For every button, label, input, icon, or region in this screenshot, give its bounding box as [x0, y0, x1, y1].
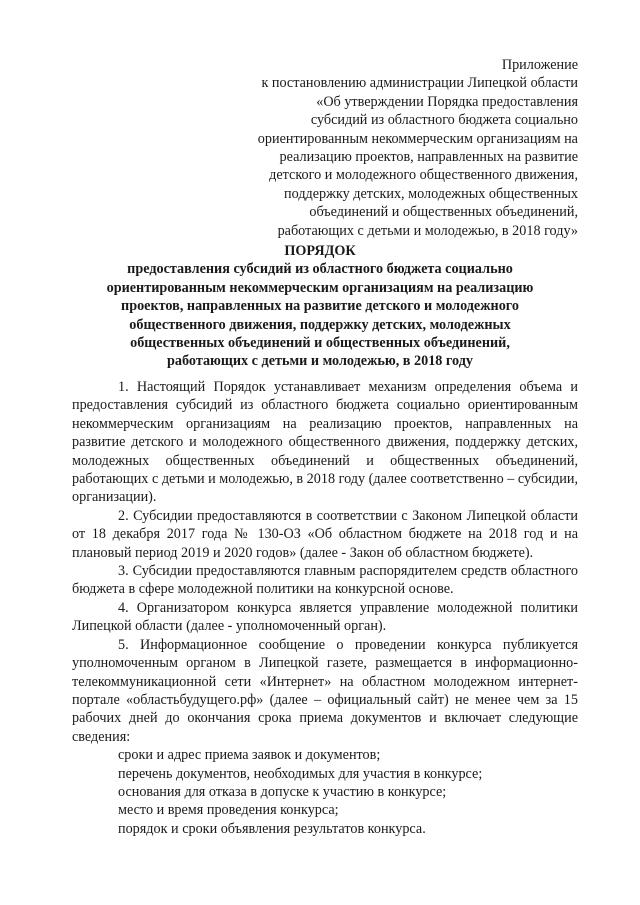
list-item: основания для отказа в допуске к участию в конкурсе;	[118, 783, 447, 800]
title-heading: ПОРЯДОК	[284, 243, 356, 259]
appendix-line: Приложение	[501, 57, 578, 73]
title-line: предоставления субсидий из областного бюджета социально	[127, 261, 513, 278]
appendix-line: объединений и общественных объединений,	[309, 204, 578, 221]
list-item: сроки и адрес приема заявок и документов;	[118, 747, 381, 764]
title-line: работающих с детьми и молодежью, в 2018 году	[167, 353, 473, 370]
paragraph-1: 1. Настоящий Порядок устанавливает механизм определения объема и предоставления субсидий из областного бюджета социально ориентированным некоммерческим организациям на реализацию проектов, направленных на развитие детского и молодежного общественного движения, поддержку детских, молодежных общественных объединений и общественных объединений, работающих с детьми и молодежью, в 2018 году (далее соответственно – субсидии, организации).	[72, 379, 578, 506]
list-item: порядок и сроки объявления результатов конкурса.	[118, 820, 426, 837]
list-item: перечень документов, необходимых для участия в конкурсе;	[118, 765, 483, 782]
appendix-line: субсидий из областного бюджета социально	[310, 112, 578, 129]
list-item: место и время проведения конкурса;	[118, 802, 339, 819]
appendix-line: ориентированным некоммерческим организациям на	[257, 130, 578, 147]
paragraph-3: 3. Субсидии предоставляются главным распорядителем средств областного бюджета в сфере молодежной политики на конкурсной основе.	[72, 563, 578, 598]
paragraph-5: 5. Информационное сообщение о проведении конкурса публикуется уполномоченным органом в Липецкой газете, размещается в информационно-телекоммуникационной сети «Интернет» на областном молодежном интернет-портале «областьбудущего.рф» (далее – официальный сайт) не менее чем за 15 рабочих дней до окончания срока приема документов и включает следующие сведения:	[72, 636, 578, 745]
title-line: проектов, направленных на развитие детского и молодежного	[121, 298, 519, 315]
title-line: общественного движения, поддержку детских, молодежных	[129, 316, 511, 333]
appendix-line: реализацию проектов, направленных на развитие	[279, 149, 578, 166]
appendix-line: «Об утверждении Порядка предоставления	[316, 93, 578, 110]
title-line: ориентированным некоммерческим организациям на реализацию	[106, 279, 534, 296]
appendix-block	[210, 56, 578, 240]
appendix-line: работающих с детьми и молодежью, в 2018 году»	[277, 222, 578, 239]
appendix-line: к постановлению администрации Липецкой области	[261, 75, 578, 92]
appendix-line: детского и молодежного общественного движения,	[269, 167, 578, 184]
paragraph-4: 4. Организатором конкурса является управление молодежной политики Липецкой области (далее - уполномоченный орган).	[72, 599, 578, 635]
document-title	[60, 242, 580, 371]
title-line: общественных объединений и общественных объединений,	[130, 335, 510, 352]
appendix-line: поддержку детских, молодежных общественных	[284, 185, 578, 202]
document-body	[72, 378, 578, 838]
paragraph-2: 2. Субсидии предоставляются в соответствии с Законом Липецкой области от 18 декабря 2017 года № 130-ОЗ «Об областном бюджете на 2018 год и на плановый период 2019 и 2020 годов» (далее - Закон об областном бюджете).	[72, 507, 578, 561]
